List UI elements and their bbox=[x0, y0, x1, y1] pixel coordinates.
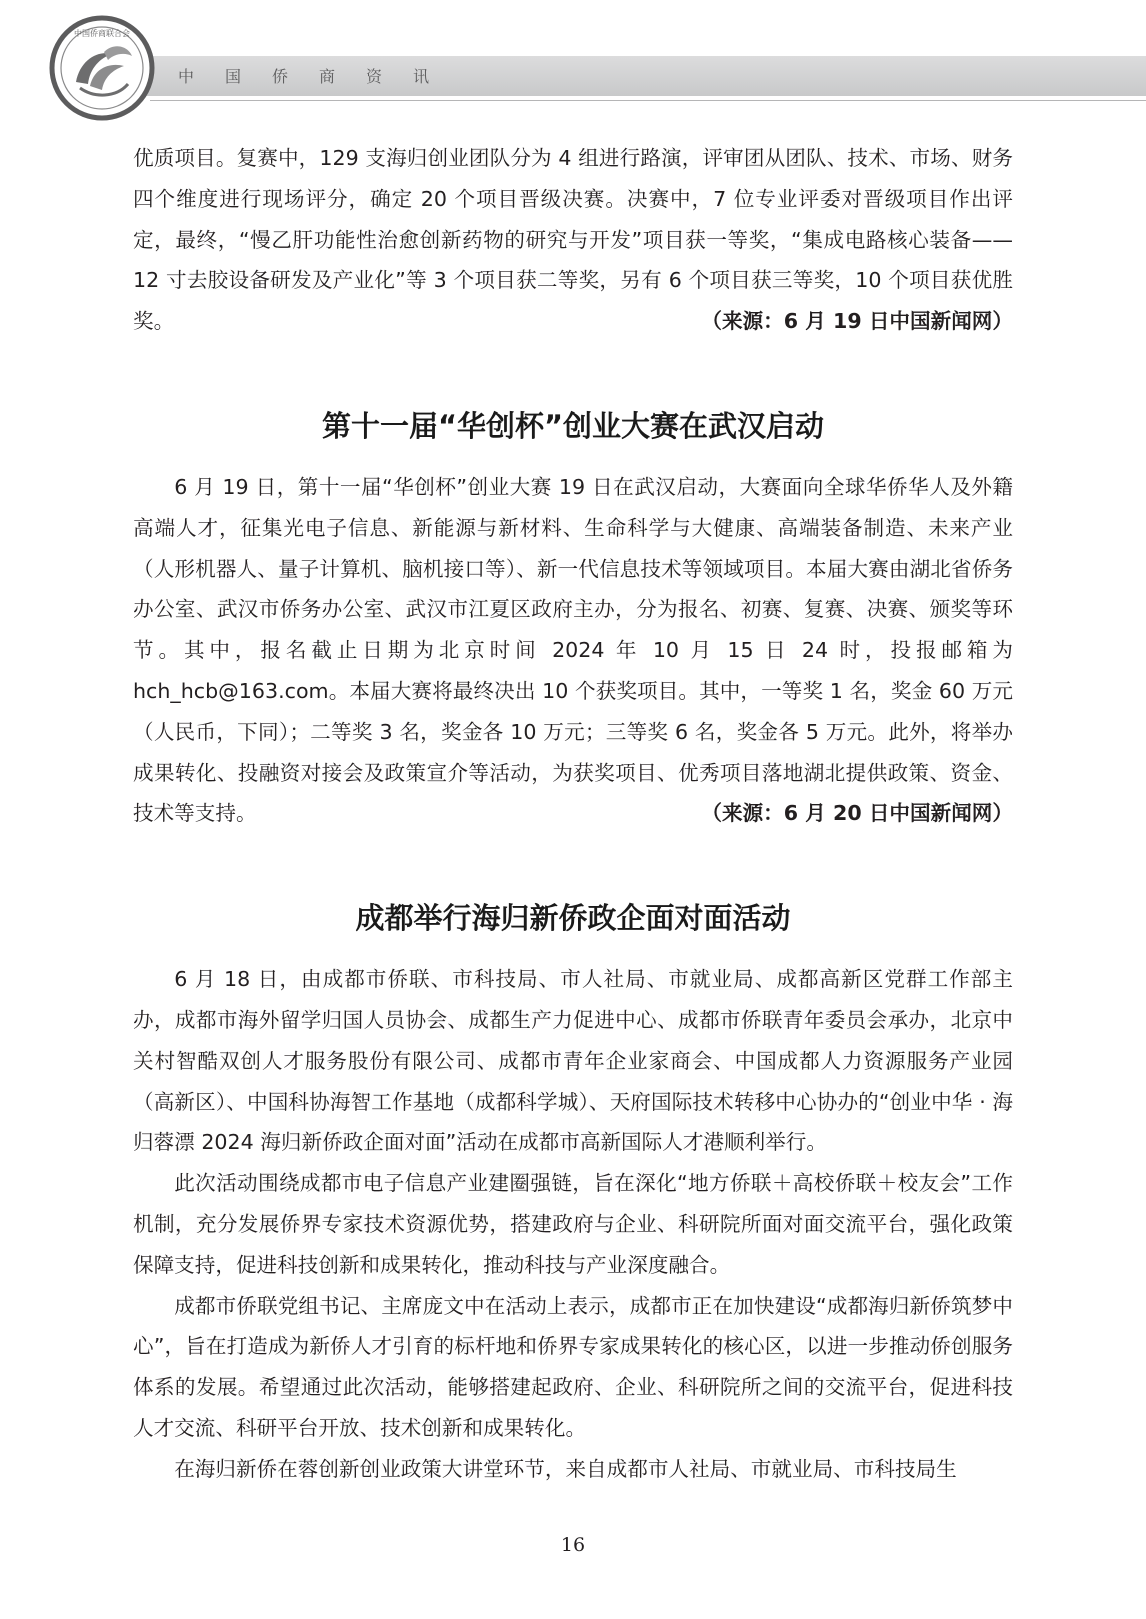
article3-title: 成都举行海归新侨政企面对面活动 bbox=[355, 901, 791, 936]
article1-paragraph: 优质项目。复赛中，129 支海归创业团队分为 4 组进行路演，评审团从团队、技术、市场、财务四个维度进行现场评分，确定 20 个项目晋级决赛。决赛中，7 位专业评委对晋级项目作出评定，最终，“慢乙肝功能性治愈创新药物的研究与开发”项目获一等奖，“集成电路核心装备——12 寸去胶设备研发及产业化”等 3 个项目获二等奖，另有 6 个项目获三等奖，10 个项目获优胜奖。 bbox=[133, 146, 1013, 334]
header-divider bbox=[150, 100, 1146, 101]
federation-logo bbox=[46, 12, 158, 124]
article1-source: （来源：6 月 19 日中国新闻网） bbox=[701, 309, 1013, 334]
article2-title: 第十一届“华创杯”创业大赛在武汉启动 bbox=[321, 408, 825, 443]
article3-paragraph: 6 月 18 日，由成都市侨联、市科技局、市人社局、市就业局、成都高新区党群工作部主办，成都市海外留学归国人员协会、成都生产力促进中心、成都市侨联青年委员会承办，北京中关村智酷双创人才服务股份有限公司、成都市青年企业家商会、中国成都人力资源服务产业园（高新区）、中国科协海智工作基地（成都科学城）、天府国际技术转移中心协办的“创业中华 · 海归蓉漂 2024 海归新侨政企面对面”活动在成都市高新国际人才港顺利举行。 bbox=[133, 967, 1013, 1155]
article3-paragraph: 成都市侨联党组书记、主席庞文中在活动上表示，成都市正在加快建设“成都海归新侨筑梦中心”，旨在打造成为新侨人才引育的标杆地和侨界专家成果转化的核心区，以进一步推动侨创服务体系的发展。希望通过此次活动，能够搭建起政府、企业、科研院所之间的交流平台，促进科技人才交流、科研平台开放、技术创新和成果转化。 bbox=[133, 1293, 1013, 1440]
svg-text:中国侨商联合会: 中国侨商联合会 bbox=[74, 29, 130, 38]
publication-title: 中国侨商资讯 bbox=[178, 67, 461, 86]
article2-paragraph: 6 月 19 日，第十一届“华创杯”创业大赛 19 日在武汉启动，大赛面向全球华侨华人及外籍高端人才，征集光电子信息、新能源与新材料、生命科学与大健康、高端装备制造、未来产业（人形机器人、量子计算机、脑机接口等）、新一代信息技术等领域项目。本届大赛由湖北省侨务办公室、武汉市侨务办公室、武汉市江夏区政府主办，分为报名、初赛、复赛、决赛、颁奖等环节。其中，报名截止日期为北京时间 2024 年 10 月 15 日 24 时，投报邮箱为 hch_hcb@163.com。本届大赛将最终决出 10 个获奖项目。其中，一等奖 1 名，奖金 60 万元（人民币，下同）；二等奖 3 名，奖金各 10 万元；三等奖 6 名，奖金各 5 万元。此外，将举办成果转化、投融资对接会及政策宣介等活动，为获奖项目、优秀项目落地湖北提供政策、资金、技术等支持。 bbox=[133, 474, 1013, 826]
article2-source: （来源：6 月 20 日中国新闻网） bbox=[701, 801, 1013, 826]
page-content bbox=[133, 138, 1013, 1490]
page-number: 16 bbox=[560, 1534, 586, 1556]
article3-paragraph: 此次活动围绕成都市电子信息产业建圈强链，旨在深化“地方侨联＋高校侨联＋校友会”工作机制，充分发展侨界专家技术资源优势，搭建政府与企业、科研院所面对面交流平台，强化政策保障支持，促进科技创新和成果转化，推动科技与产业深度融合。 bbox=[133, 1171, 1013, 1277]
article3-paragraph: 在海归新侨在蓉创新创业政策大讲堂环节，来自成都市人社局、市就业局、市科技局生 bbox=[174, 1456, 957, 1481]
